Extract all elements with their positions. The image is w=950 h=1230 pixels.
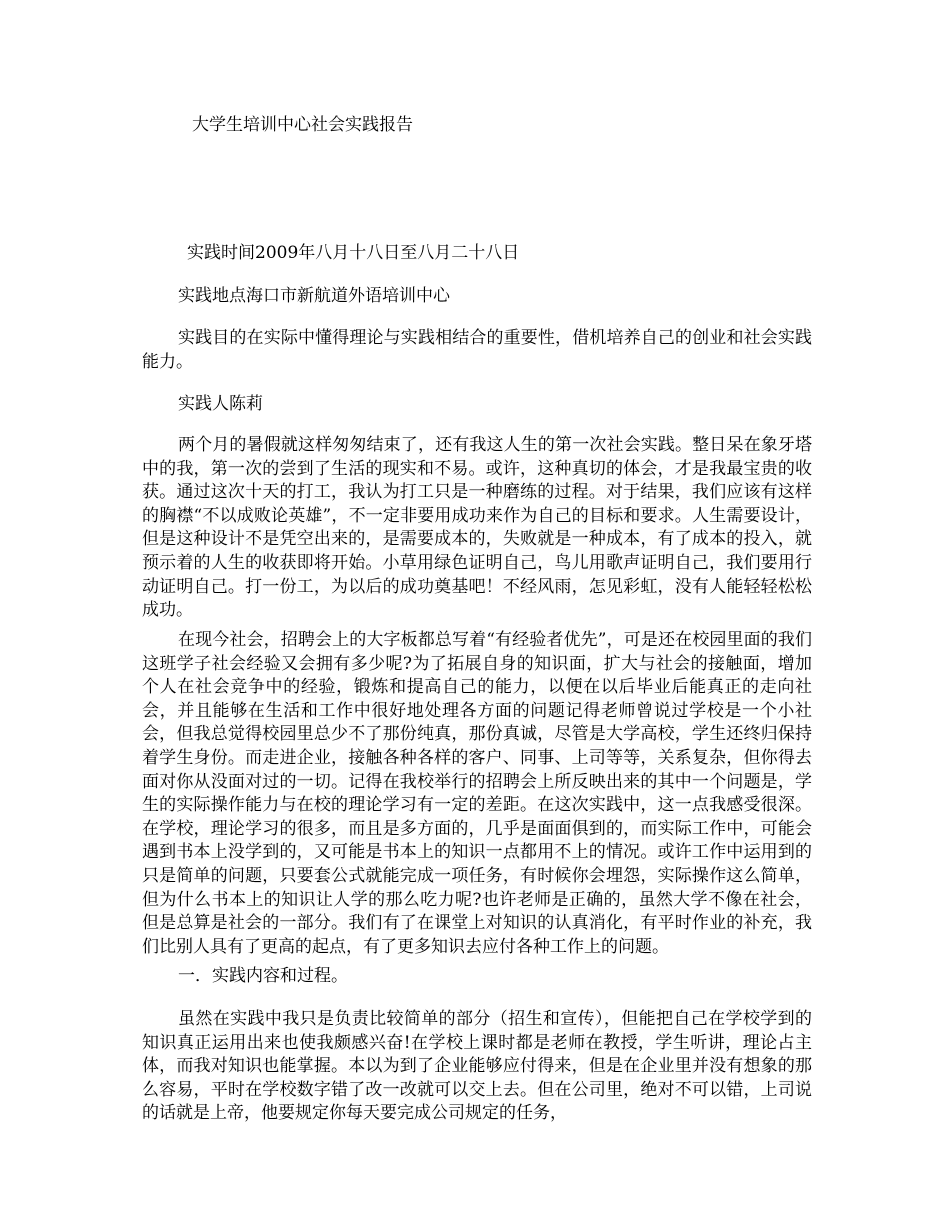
practice-time: 实践时间2009年八月十八日至八月二十八日	[187, 243, 520, 263]
practice-place: 实践地点海口市新航道外语培训中心	[178, 286, 450, 306]
body-paragraph: 在现今社会，招聘会上的大字板都总写着“有经验者优先”，可是还在校园里面的我们这班学子社会经验又会拥有多少呢?为了拓展自身的知识面，扩大与社会的接触面，增加个人在社会竞争中的经验，锻炼和提高自己的能力，以便在以后毕业后能真正的走向社会，并且能够在生活和工作中很好地处理各方面的问题记得老师曾说过学校是一个小社会，但我总觉得校园里总少不了那份纯真，那份真诚，尽管是大学高校，学生还终归保持着学生身份。而走进企业，接触各种各样的客户、同事、上司等等，关系复杂，但你得去面对你从没面对过的一切。记得在我校举行的招聘会上所反映出来的其中一个问题是，学生的实际操作能力与在校的理论学习有一定的差距。在这次实践中，这一点我感受很深。在学校，理论学习的很多，而且是多方面的，几乎是面面俱到的，而实际工作中，可能会遇到书本上没学到的，又可能是书本上的知识一点都用不上的情况。或许工作中运用到的只是简单的问题，只要套公式就能完成一项任务，有时候你会埋怨，实际操作这么简单，但为什么书本上的知识让人学的那么吃力呢?也许老师是正确的，虽然大学不像在社会，但是总算是社会的一部分。我们有了在课堂上对知识的认真消化，有平时作业的补充，我们比别人具有了更高的起点，有了更多知识去应付各种工作上的问题。	[142, 630, 812, 957]
body-paragraph: 两个月的暑假就这样匆匆结束了，还有我这人生的第一次社会实践。整日呆在象牙塔中的我，第一次的尝到了生活的现实和不易。或许，这种真切的体会，才是我最宝贵的收获。通过这次十天的打工，我认为打工只是一种磨练的过程。对于结果，我们应该有这样的胸襟“不以成败论英雄”，不一定非要用成功来作为自己的目标和要求。人生需要设计，但是这种设计不是凭空出来的，是需要成本的，失败就是一种成本，有了成本的投入，就预示着的人生的收获即将开始。小草用绿色证明自己，鸟儿用歌声证明自己，我们要用行动证明自己。打一份工，为以后的成功奠基吧！不经风雨，怎见彩虹，没有人能轻轻松松成功。	[142, 435, 812, 621]
document-title: 大学生培训中心社会实践报告	[192, 115, 413, 135]
section-heading: 一．实践内容和过程。	[178, 966, 348, 986]
section-paragraph: 虽然在实践中我只是负责比较简单的部分（招生和宣传），但能把自己在学校学到的知识真正运用出来也使我颇感兴奋!在学校上课时都是老师在教授，学生听讲，理论占主体，而我对知识也能掌握。本以为到了企业能够应付得来，但是在企业里并没有想象的那么容易，平时在学校数字错了改一改就可以交上去。但在公司里，绝对不可以错，上司说的话就是上帝，他要规定你每天要完成公司规定的任务，	[142, 1009, 812, 1124]
practice-person: 实践人陈莉	[178, 394, 263, 414]
practice-purpose: 实践目的在实际中懂得理论与实践相结合的重要性，借机培养自己的创业和社会实践能力。	[142, 328, 812, 372]
